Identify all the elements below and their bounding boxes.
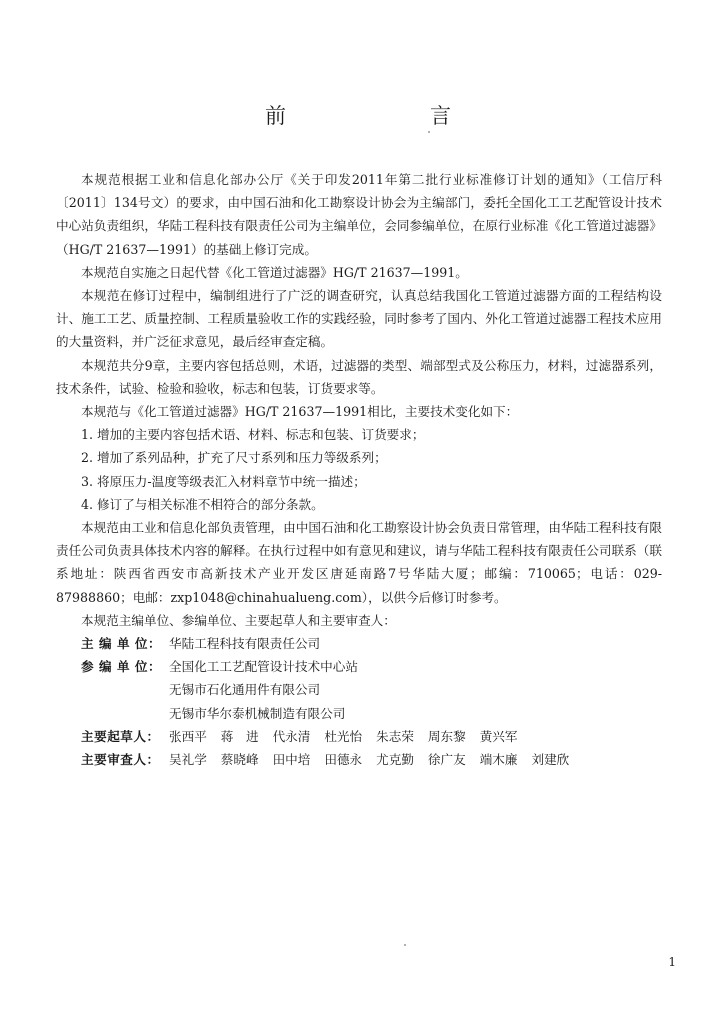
paragraph-replaces: 本规范自实施之日起代替《化工管道过滤器》HG/T 21637—1991。 (81, 264, 468, 280)
drafters-names (169, 725, 662, 748)
reviewer-name: 刘建欣 (531, 752, 570, 768)
reviewer-name: 蔡晓峰 (220, 752, 259, 768)
reviewer-name: 徐广友 (427, 752, 466, 768)
paragraph-changes-intro: 本规范与《化工管道过滤器》HG/T 21637—1991相比，主要技术变化如下： (81, 404, 519, 420)
drafter-name: 杜光怡 (324, 728, 363, 744)
drafters-row (81, 725, 662, 748)
scan-speck (404, 944, 406, 946)
page-number: 1 (668, 955, 676, 969)
reviewer-name: 吴礼学 (169, 752, 207, 768)
drafter-name: 代永清 (272, 728, 311, 744)
participating-unit: 无锡市石化通用件有限公司 (169, 682, 321, 698)
reviewer-name: 田中培 (272, 752, 311, 768)
reviewer-name: 端木廉 (479, 752, 518, 768)
drafter-name: 朱志荣 (376, 728, 414, 744)
participating-unit: 无锡市华尔泰机械制造有限公司 (169, 705, 346, 721)
change-item-1: 1. 增加的主要内容包括术语、材料、标志和包装、订货要求； (81, 427, 425, 443)
paragraph-contents: 本规范共分9章，主要内容包括总则，术语，过滤器的类型、端部型式及公称压力，材料，过滤器系列，技术条件，试验、检验和验收，标志和包装，订货要求等。 (56, 357, 662, 396)
paragraph-roles-intro: 本规范主编单位、参编单位、主要起草人和主要审查人： (81, 612, 396, 628)
paragraph-origin: 本规范根据工业和信息化部办公厅《关于印发2011年第二批行业标准修订计划的通知》（工信厅科〔2011〕134号文）的要求，由中国石油和化工勘察设计协会为主编部门，委托全国化工工艺配管设计技术中心站负责组织，华陆工程科技有限责任公司为主编单位，会同参编单位，在原行业标准《化工管道过滤器》（HG/T 21637—1991）的基础上修订完成。 (56, 172, 662, 257)
reviewers-label: 主要审查人： (81, 752, 160, 768)
drafter-name: 张西平 (169, 728, 207, 744)
participating-label: 参 编 单 位： (81, 659, 162, 675)
drafter-name: 周东黎 (427, 728, 466, 744)
reviewers-row (81, 748, 662, 771)
chief-editor-label: 主 编 单 位： (81, 636, 162, 652)
change-item-2: 2. 增加了系列品种，扩充了尺寸系列和压力等级系列； (81, 450, 387, 466)
reviewer-name: 尤克勤 (376, 752, 414, 768)
preface-body (56, 168, 662, 771)
change-item-3: 3. 将原压力-温度等级表汇入材料章节中统一描述； (81, 473, 366, 489)
change-item-4: 4. 修订了与相关标准不相符合的部分条款。 (81, 496, 324, 512)
paragraph-management: 本规范由工业和信息化部负责管理，由中国石油和化工勘察设计协会负责日常管理，由华陆工程科技有限责任公司负责具体技术内容的解释。在执行过程中如有意见和建议，请与华陆工程科技有限责任公司联系（联系地址：陕西省西安市高新技术产业开发区唐延南路7号华陆大厦；邮编：710065；电话：029-87988860；电邮：zxp1048@chinahualueng.com），以供今后修订时参考。 (56, 520, 662, 605)
participating-unit: 全国化工工艺配管设计技术中心站 (169, 659, 358, 675)
roles-list (56, 632, 662, 771)
scan-speck (428, 131, 430, 133)
paragraph-process: 本规范在修订过程中，编制组进行了广泛的调查研究，认真总结我国化工管道过滤器方面的工程结构设计、施工工艺、质量控制、工程质量验收工作的实践经验，同时参考了国内、外化工管道过滤器工程技术应用的大量资料，并广泛征求意见，最后经审查定稿。 (56, 288, 662, 350)
page-title: 前 言 (265, 104, 485, 128)
drafter-name: 蒋 进 (220, 728, 259, 744)
chief-editor-row (81, 632, 662, 655)
drafter-name: 黄兴军 (479, 728, 518, 744)
drafters-label: 主要起草人： (81, 728, 160, 744)
participating-row (81, 655, 662, 725)
participating-values (169, 655, 662, 725)
chief-editor-value: 华陆工程科技有限责任公司 (169, 636, 321, 652)
reviewers-names (169, 748, 662, 771)
reviewer-name: 田德永 (324, 752, 363, 768)
